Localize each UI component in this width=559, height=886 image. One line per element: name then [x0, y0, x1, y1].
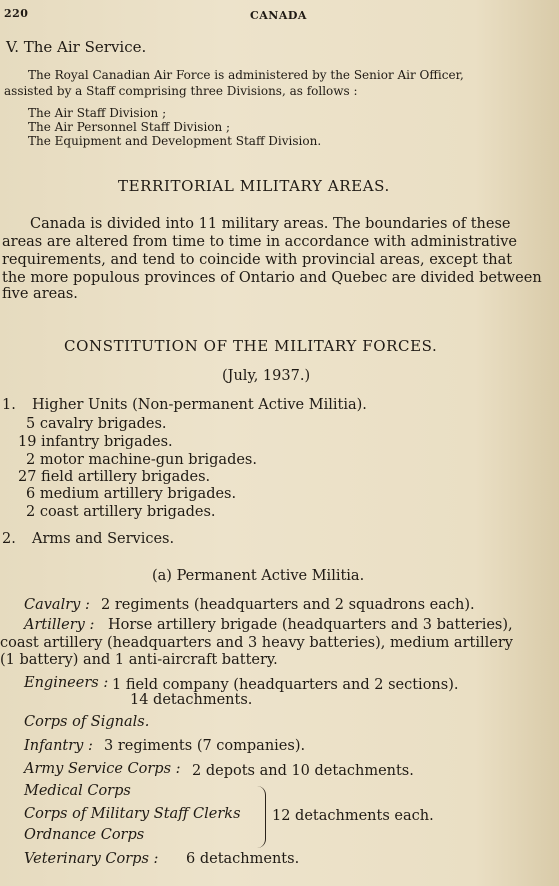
cavalry-text: 2 regiments (headquarters and 2 squadrons each).: [101, 597, 475, 613]
permanent-heading: (a) Permanent Active Militia.: [152, 568, 365, 584]
artillery-line: (1 battery) and 1 anti-aircraft battery.: [0, 652, 278, 668]
unit-line: 5 cavalry brigades.: [26, 416, 167, 432]
air-service-para-line: The Royal Canadian Air Force is administered by the Senior Air Officer,: [28, 68, 464, 82]
territorial-line: five areas.: [2, 286, 78, 302]
constitution-heading: CONSTITUTION OF THE MILITARY FORCES.: [64, 337, 438, 355]
artillery-label: Artillery :: [24, 617, 95, 633]
item-title: Higher Units (Non-permanent Active Militia).: [32, 397, 367, 413]
division-item: The Air Staff Division ;: [28, 106, 167, 120]
unit-line: 19 infantry brigades.: [18, 434, 173, 450]
artillery-line: coast artillery (headquarters and 3 heavy batteries), medium artillery: [0, 635, 513, 651]
engineers-label: Engineers :: [24, 675, 109, 691]
signals-line: Corps of Signals.: [24, 714, 150, 730]
territorial-line: requirements, and tend to coincide with provincial areas, except that: [2, 252, 513, 268]
territorial-line: the more populous provinces of Ontario and Quebec are divided between: [2, 270, 542, 286]
division-item: The Equipment and Development Staff Division.: [28, 134, 322, 148]
unit-line: 2 motor machine-gun brigades.: [26, 452, 257, 468]
veterinary-text: 6 detachments.: [186, 851, 300, 867]
veterinary-label: Veterinary Corps :: [24, 851, 159, 867]
cavalry-label: Cavalry :: [24, 597, 90, 613]
ordnance-corps: Ordnance Corps: [24, 827, 145, 843]
staff-clerks-corps: Corps of Military Staff Clerks: [24, 806, 241, 822]
air-service-para-line: assisted by a Staff comprising three Divisions, as follows :: [4, 84, 358, 98]
grouping-brace: [257, 786, 266, 848]
infantry-text: 3 regiments (7 companies).: [104, 738, 306, 754]
engineers-line: 14 detachments.: [130, 692, 253, 708]
division-item: The Air Personnel Staff Division ;: [28, 120, 231, 134]
territorial-heading: TERRITORIAL MILITARY AREAS.: [118, 177, 390, 195]
air-service-heading: V. The Air Service.: [6, 38, 147, 56]
artillery-text: Horse artillery brigade (headquarters and 3 batteries),: [108, 617, 513, 633]
territorial-line: areas are altered from time to time in accordance with administrative: [2, 234, 517, 250]
asc-text: 2 depots and 10 detachments.: [192, 763, 414, 779]
unit-line: 2 coast artillery brigades.: [26, 504, 216, 520]
item-number: 2.: [2, 531, 16, 547]
asc-label: Army Service Corps :: [24, 761, 181, 777]
medical-corps: Medical Corps: [24, 783, 131, 799]
item-title: Arms and Services.: [32, 531, 175, 547]
grouped-detachments: 12 detachments each.: [272, 808, 434, 824]
item-number: 1.: [2, 397, 16, 413]
unit-line: 6 medium artillery brigades.: [26, 486, 237, 502]
unit-line: 27 field artillery brigades.: [18, 469, 211, 485]
page-number: 220: [4, 7, 29, 20]
constitution-date: (July, 1937.): [222, 368, 311, 384]
territorial-line: Canada is divided into 11 military areas. The boundaries of these: [30, 216, 511, 232]
running-title: CANADA: [250, 9, 307, 22]
engineers-text: 1 field company (headquarters and 2 sections).: [112, 677, 459, 693]
infantry-label: Infantry :: [24, 738, 93, 754]
